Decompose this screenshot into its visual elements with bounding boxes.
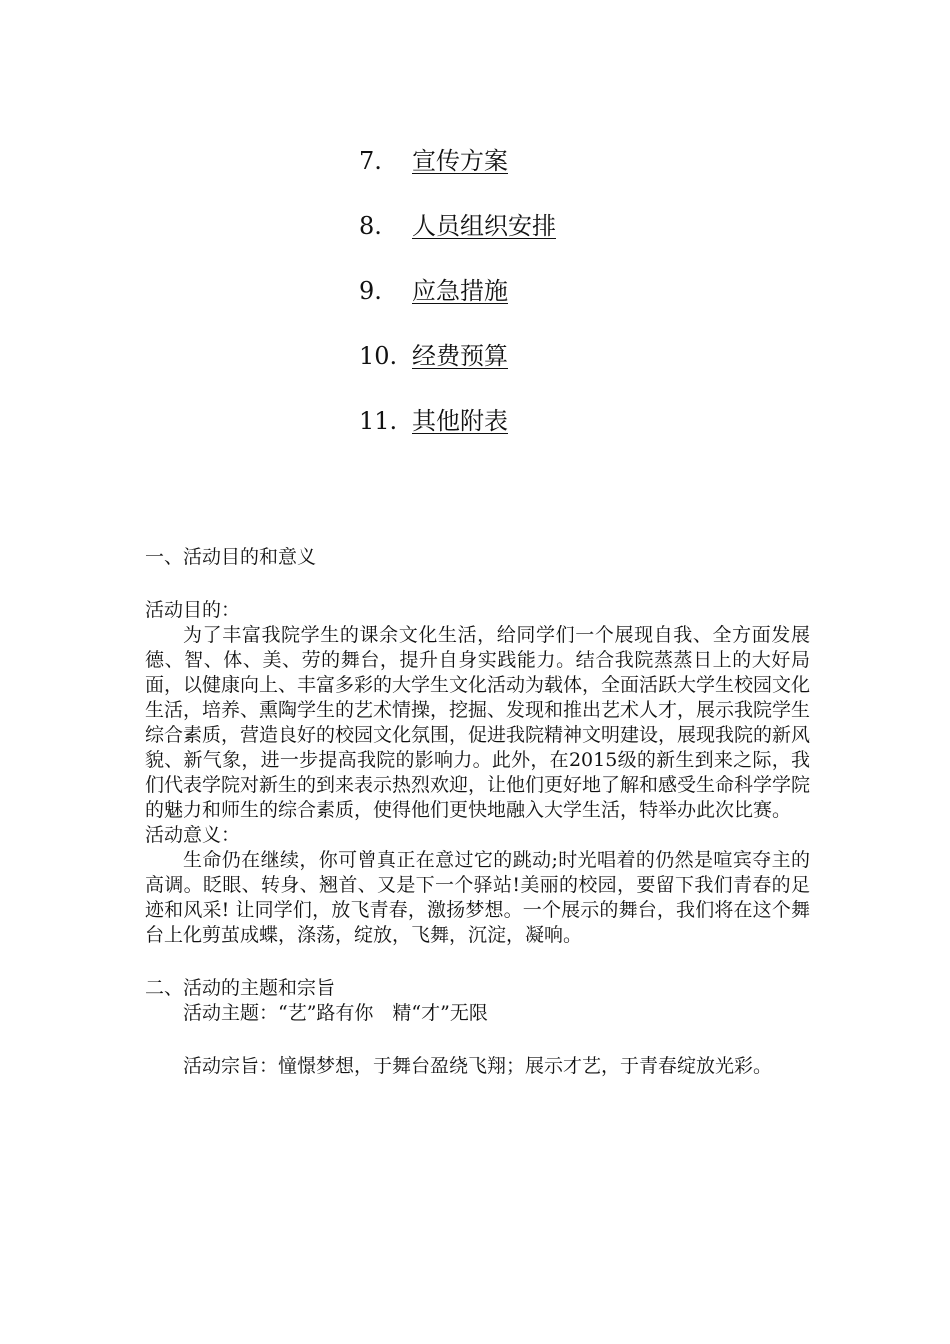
toc-number: 11. bbox=[359, 406, 398, 435]
tenet-paragraph: 活动宗旨：憧憬梦想，于舞台盈绕飞翔；展示才艺，于青春绽放光彩。 bbox=[183, 1055, 773, 1077]
meaning-paragraph: 生命仍在继续，你可曾真正在意过它的跳动;时光唱着的仍然是喧宾夺主的高调。眨眼、转身、翘首、又是下一个驿站!美丽的校园，要留下我们青春的足迹和风采! 让同学们，放飞青春，激扬梦想。一个展示的舞台，我们将在这个舞台上化剪茧成蝶，涤荡，绽放，飞舞，沉淀，凝响。 bbox=[145, 849, 810, 946]
toc-item-publicity-plan[interactable] bbox=[359, 128, 556, 193]
meaning-label: 活动意义： bbox=[145, 824, 241, 846]
toc-link[interactable]: 经费预算 bbox=[412, 341, 508, 370]
purpose-label: 活动目的： bbox=[145, 599, 241, 621]
toc-item-budget[interactable] bbox=[359, 323, 556, 388]
toc-number: 9. bbox=[359, 276, 382, 305]
toc-number: 7. bbox=[359, 146, 382, 175]
theme-line: 活动主题：“艺”路有你 精“才”无限 bbox=[183, 1002, 488, 1024]
section-heading: 一、活动目的和意义 bbox=[145, 546, 317, 568]
spacer bbox=[145, 948, 810, 976]
toc-item-other-appendices[interactable] bbox=[359, 388, 556, 453]
toc-link[interactable]: 宣传方案 bbox=[412, 146, 508, 175]
toc-number: 10. bbox=[359, 341, 398, 370]
purpose-paragraph: 为了丰富我院学生的课余文化生活，给同学们一个展现自我、全方面发展德、智、体、美、劳的舞台，提升自身实践能力。结合我院蒸蒸日上的大好局面，以健康向上、丰富多彩的大学生文化活动为载体，全面活跃大学生校园文化生活，培养、熏陶学生的艺术情操，挖掘、发现和推出艺术人才，展示我院学生综合素质，营造良好的校园文化氛围，促进我院精神文明建设，展现我院的新风貌、新气象，进一步提高我院的影响力。此外，在2015级的新生到来之际，我们代表学院对新生的到来表示热烈欢迎，让他们更好地了解和感受生命科学学院的魅力和师生的综合素质，使得他们更快地融入大学生活，特举办此次比赛。 bbox=[145, 624, 811, 821]
toc-item-staff-arrangement[interactable] bbox=[359, 193, 556, 258]
toc-link[interactable]: 人员组织安排 bbox=[412, 211, 556, 240]
toc-number: 8. bbox=[359, 211, 382, 240]
section-heading: 二、活动的主题和宗旨 bbox=[145, 977, 336, 999]
spacer bbox=[145, 570, 810, 598]
toc-item-emergency-measures[interactable] bbox=[359, 258, 556, 323]
toc-link[interactable]: 应急措施 bbox=[412, 276, 508, 305]
table-of-contents bbox=[359, 128, 556, 453]
document-body bbox=[145, 545, 810, 1079]
toc-link[interactable]: 其他附表 bbox=[412, 406, 508, 435]
spacer bbox=[145, 1026, 810, 1054]
